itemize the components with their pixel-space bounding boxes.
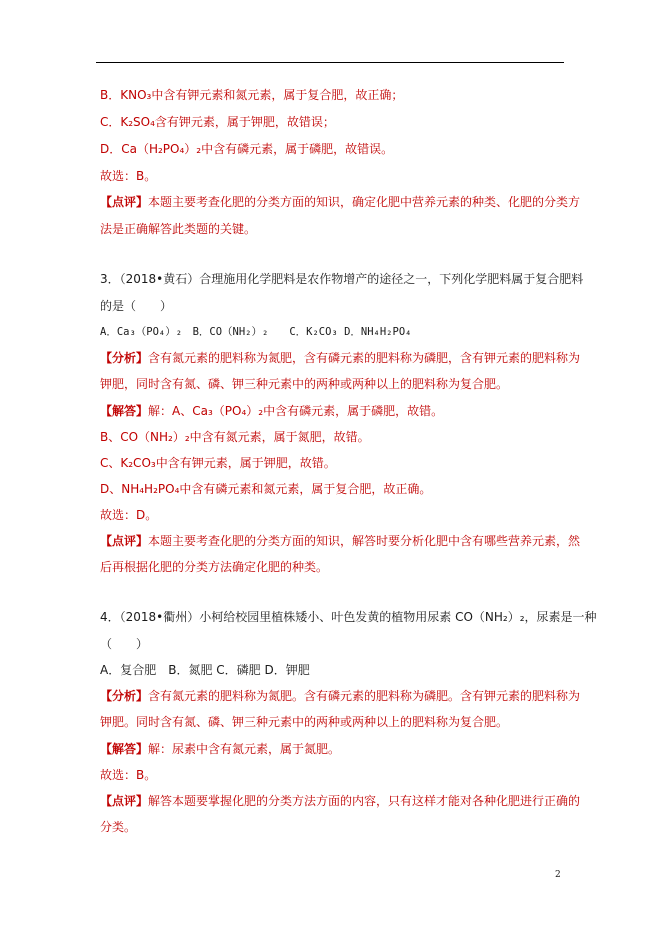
q3-answer-c: C、K₂CO₃中含有钾元素，属于钾肥，故错。 xyxy=(100,456,336,470)
q3-answer-b: B、CO（NH₂）₂中含有氮元素，属于氮肥，故错。 xyxy=(100,430,370,444)
q2-option-d-explanation: D．Ca（H₂PO₄）₂中含有磷元素，属于磷肥，故错误。 xyxy=(100,142,394,156)
q4-stem: 4．（2018•衢州）小柯给校园里植株矮小、叶色发黄的植物用尿素 CO（NH₂）₂，尿素是一种 xyxy=(100,610,597,624)
q3-comment-cont: 后再根据化肥的分类方法确定化肥的种类。 xyxy=(100,560,329,574)
q4-analysis xyxy=(100,688,581,704)
q4-options: A．复合肥 B．氮肥 C．磷肥 D．钾肥 xyxy=(100,663,310,677)
q4-comment-cont: 分类。 xyxy=(100,820,137,834)
q2-option-c-explanation: C．K₂SO₄含有钾元素，属于钾肥，故错误； xyxy=(100,115,335,129)
q2-comment-cont: 法是正确解答此类题的关键。 xyxy=(100,222,257,236)
comment-text: 本题主要考查化肥的分类方面的知识，解答时要分析化肥中含有哪些营养元素，然 xyxy=(148,534,581,548)
q4-answer xyxy=(100,741,570,757)
q3-answer-d: D、NH₄H₂PO₄中含有磷元素和氮元素，属于复合肥，故正确。 xyxy=(100,482,432,496)
page-number: 2 xyxy=(555,870,561,880)
q4-choice: 故选：B。 xyxy=(100,768,157,782)
q4-comment xyxy=(100,793,581,809)
q3-analysis-cont: 钾肥，同时含有氮、磷、钾三种元素中的两种或两种以上的肥料称为复合肥。 xyxy=(100,377,509,391)
analysis-tag: 【分析】 xyxy=(100,351,149,365)
q3-analysis xyxy=(100,350,581,366)
q3-options: A．Ca₃（PO₄）₂ B．CO（NH₂）₂ C．K₂CO₃ D．NH₄H₂PO₄ xyxy=(100,326,412,338)
comment-text: 解答本题要掌握化肥的分类方法方面的内容，只有这样才能对各种化肥进行正确的 xyxy=(148,794,581,808)
q3-choice: 故选：D。 xyxy=(100,508,158,522)
comment-tag: 【点评】 xyxy=(100,195,149,209)
q3-stem-cont: 的是（ ） xyxy=(100,299,173,313)
header-rule xyxy=(96,62,564,63)
answer-text: 解：A、Ca₃（PO₄）₂中含有磷元素，属于磷肥，故错。 xyxy=(148,404,444,418)
answer-tag: 【解答】 xyxy=(100,742,149,756)
comment-tag: 【点评】 xyxy=(100,794,149,808)
q2-choice: 故选：B。 xyxy=(100,169,157,183)
comment-tag: 【点评】 xyxy=(100,534,149,548)
analysis-text: 含有氮元素的肥料称为氮肥，含有磷元素的肥料称为磷肥，含有钾元素的肥料称为 xyxy=(148,351,581,365)
q3-stem: 3．（2018•黄石）合理施用化学肥料是农作物增产的途径之一，下列化学肥料属于复合肥料 xyxy=(100,272,584,286)
answer-tag: 【解答】 xyxy=(100,404,149,418)
analysis-tag: 【分析】 xyxy=(100,689,149,703)
q3-answer xyxy=(100,403,570,419)
answer-text: 解：尿素中含有氮元素，属于氮肥。 xyxy=(148,742,341,756)
q2-option-b-explanation: B．KNO₃中含有钾元素和氮元素，属于复合肥，故正确； xyxy=(100,88,404,102)
comment-text: 本题主要考查化肥的分类方面的知识，确定化肥中营养元素的种类、化肥的分类方 xyxy=(148,195,581,209)
analysis-text: 含有氮元素的肥料称为氮肥。含有磷元素的肥料称为磷肥。含有钾元素的肥料称为 xyxy=(148,689,581,703)
q2-comment xyxy=(100,194,581,210)
q4-analysis-cont: 钾肥。同时含有氮、磷、钾三种元素中的两种或两种以上的肥料称为复合肥。 xyxy=(100,715,509,729)
q4-stem-cont: （ ） xyxy=(100,637,149,651)
q3-comment xyxy=(100,533,581,549)
